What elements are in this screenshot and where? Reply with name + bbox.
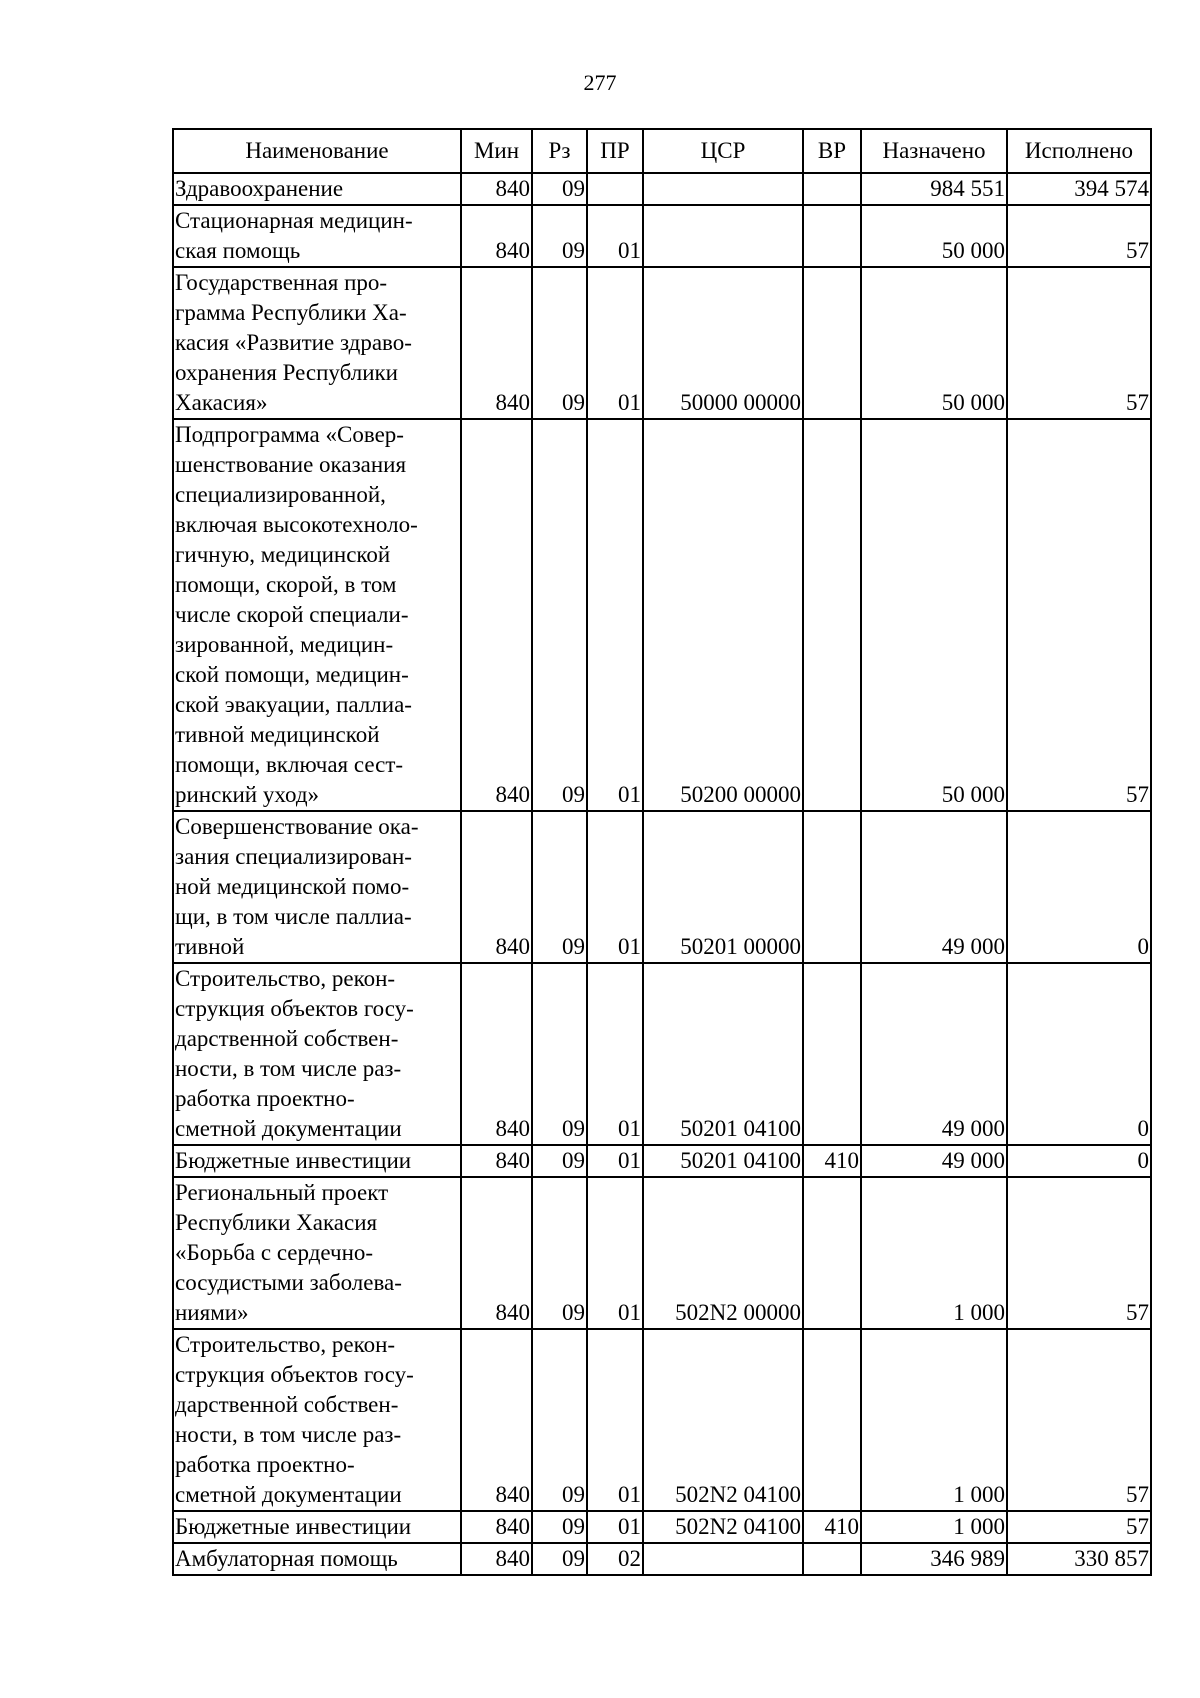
cell-csr: 502N2 04100	[643, 1511, 803, 1543]
cell-name: Строительство, рекон- струкция объектов госу- дарственной собствен- ности, в том числе раз- работка проектно- сметной документации	[173, 963, 461, 1145]
cell-csr: 502N2 00000	[643, 1177, 803, 1329]
header-csr: ЦСР	[643, 129, 803, 173]
cell-assigned: 984 551	[861, 173, 1007, 205]
cell-vr: 410	[803, 1511, 861, 1543]
cell-vr	[803, 1177, 861, 1329]
table-row	[173, 205, 1151, 267]
cell-assigned: 1 000	[861, 1329, 1007, 1511]
cell-executed: 0	[1007, 811, 1151, 963]
cell-min: 840	[461, 1145, 532, 1177]
cell-pr: 01	[587, 1511, 643, 1543]
cell-assigned: 49 000	[861, 963, 1007, 1145]
table-row	[173, 419, 1151, 811]
cell-pr: 01	[587, 205, 643, 267]
cell-rz: 09	[532, 1543, 587, 1575]
table-row	[173, 811, 1151, 963]
cell-min: 840	[461, 419, 532, 811]
cell-min: 840	[461, 963, 532, 1145]
table-row	[173, 1543, 1151, 1575]
cell-assigned: 50 000	[861, 419, 1007, 811]
cell-pr: 01	[587, 419, 643, 811]
cell-executed: 330 857	[1007, 1543, 1151, 1575]
cell-min: 840	[461, 173, 532, 205]
cell-name: Подпрограмма «Совер- шенствование оказания специализированной, включая высокотехноло- гичную, медицинской помощи, скорой, в том числе скорой специали- зированной, медицин- ской помощи, медицин- ской эвакуации, паллиа- тивной медицинской помощи, включая сест- ринский уход»	[173, 419, 461, 811]
cell-name: Здравоохранение	[173, 173, 461, 205]
cell-pr: 01	[587, 1145, 643, 1177]
cell-assigned: 50 000	[861, 205, 1007, 267]
cell-min: 840	[461, 1329, 532, 1511]
table-body	[173, 173, 1151, 1575]
cell-rz: 09	[532, 811, 587, 963]
cell-name: Бюджетные инвестиции	[173, 1511, 461, 1543]
cell-name: Государственная про- грамма Республики Ха- касия «Развитие здраво- охранения Республики Хакасия»	[173, 267, 461, 419]
cell-assigned: 1 000	[861, 1177, 1007, 1329]
cell-rz: 09	[532, 1511, 587, 1543]
cell-csr: 50201 04100	[643, 963, 803, 1145]
table-row	[173, 1329, 1151, 1511]
table-row	[173, 173, 1151, 205]
cell-name: Региональный проект Республики Хакасия «Борьба с сердечно- сосудистыми заболева- ниями»	[173, 1177, 461, 1329]
header-pr: ПР	[587, 129, 643, 173]
cell-executed: 57	[1007, 1177, 1151, 1329]
cell-vr	[803, 419, 861, 811]
cell-name: Стационарная медицин- ская помощь	[173, 205, 461, 267]
cell-vr	[803, 267, 861, 419]
cell-executed: 57	[1007, 1511, 1151, 1543]
cell-vr	[803, 811, 861, 963]
cell-rz: 09	[532, 205, 587, 267]
cell-csr	[643, 205, 803, 267]
cell-csr	[643, 173, 803, 205]
header-executed: Исполнено	[1007, 129, 1151, 173]
cell-pr: 01	[587, 811, 643, 963]
page-number: 277	[583, 70, 617, 95]
table-row	[173, 1145, 1151, 1177]
header-min: Мин	[461, 129, 532, 173]
cell-executed: 57	[1007, 205, 1151, 267]
header-assigned: Назначено	[861, 129, 1007, 173]
cell-csr: 50000 00000	[643, 267, 803, 419]
cell-executed: 0	[1007, 963, 1151, 1145]
cell-min: 840	[461, 267, 532, 419]
cell-csr: 50201 00000	[643, 811, 803, 963]
cell-name: Совершенствование ока- зания специализирован- ной медицинской помо- щи, в том числе паллиа- тивной	[173, 811, 461, 963]
cell-min: 840	[461, 205, 532, 267]
cell-vr	[803, 1329, 861, 1511]
cell-min: 840	[461, 1543, 532, 1575]
header-rz: Рз	[532, 129, 587, 173]
cell-csr	[643, 1543, 803, 1575]
cell-rz: 09	[532, 963, 587, 1145]
cell-vr: 410	[803, 1145, 861, 1177]
cell-vr	[803, 963, 861, 1145]
header-row	[173, 129, 1151, 173]
cell-rz: 09	[532, 419, 587, 811]
cell-executed: 57	[1007, 267, 1151, 419]
cell-rz: 09	[532, 173, 587, 205]
cell-csr: 50200 00000	[643, 419, 803, 811]
header-name: Наименование	[173, 129, 461, 173]
cell-assigned: 346 989	[861, 1543, 1007, 1575]
cell-vr	[803, 1543, 861, 1575]
cell-rz: 09	[532, 1329, 587, 1511]
cell-assigned: 49 000	[861, 1145, 1007, 1177]
cell-vr	[803, 205, 861, 267]
cell-min: 840	[461, 811, 532, 963]
table-row	[173, 267, 1151, 419]
cell-csr: 50201 04100	[643, 1145, 803, 1177]
cell-executed: 57	[1007, 419, 1151, 811]
cell-assigned: 50 000	[861, 267, 1007, 419]
table-row	[173, 1177, 1151, 1329]
cell-csr: 502N2 04100	[643, 1329, 803, 1511]
cell-pr: 02	[587, 1543, 643, 1575]
cell-min: 840	[461, 1511, 532, 1543]
cell-assigned: 1 000	[861, 1511, 1007, 1543]
cell-name: Амбулаторная помощь	[173, 1543, 461, 1575]
header-vr: ВР	[803, 129, 861, 173]
cell-rz: 09	[532, 1177, 587, 1329]
cell-min: 840	[461, 1177, 532, 1329]
table-row	[173, 963, 1151, 1145]
cell-name: Бюджетные инвестиции	[173, 1145, 461, 1177]
cell-rz: 09	[532, 1145, 587, 1177]
cell-name: Строительство, рекон- струкция объектов госу- дарственной собствен- ности, в том числе раз- работка проектно- сметной документации	[173, 1329, 461, 1511]
cell-pr: 01	[587, 267, 643, 419]
cell-executed: 0	[1007, 1145, 1151, 1177]
table-row	[173, 1511, 1151, 1543]
cell-pr: 01	[587, 963, 643, 1145]
budget-table	[172, 128, 1152, 1576]
cell-executed: 394 574	[1007, 173, 1151, 205]
cell-pr	[587, 173, 643, 205]
cell-executed: 57	[1007, 1329, 1151, 1511]
cell-pr: 01	[587, 1329, 643, 1511]
cell-rz: 09	[532, 267, 587, 419]
cell-vr	[803, 173, 861, 205]
cell-pr: 01	[587, 1177, 643, 1329]
cell-assigned: 49 000	[861, 811, 1007, 963]
